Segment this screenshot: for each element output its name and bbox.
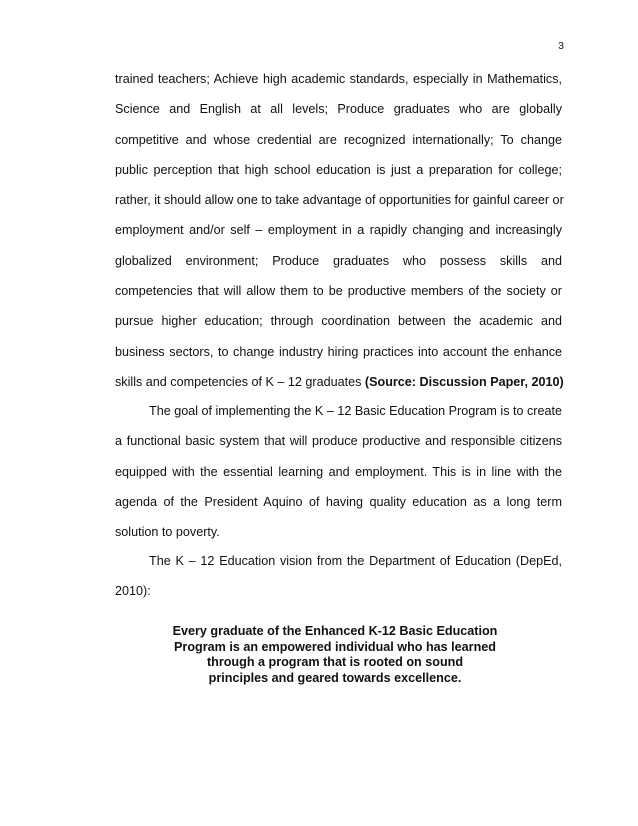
vision-quote-line: through a program that is rooted on sound [206, 655, 464, 670]
paragraph-line: solution to poverty. [115, 525, 220, 540]
paragraph-line: globalized environment; Produce graduates who possess skills and [115, 253, 562, 268]
paragraph-line: public perception that high school education is just a preparation for college; [115, 162, 562, 177]
source-citation: (Source: Discussion Paper, 2010) [364, 374, 564, 389]
paragraph-line: trained teachers; Achieve high academic standards, especially in Mathematics, [115, 72, 562, 86]
paragraph-line: competencies that will allow them to be productive members of the society or [115, 284, 562, 299]
vision-quote [150, 624, 520, 686]
paragraph-line: agenda of the President Aquino of having quality education as a long term [115, 494, 562, 509]
paragraph-line: Science and English at all levels; Produce graduates who are globally [115, 102, 562, 117]
paragraph-vision-intro [115, 546, 562, 607]
paragraph-line [115, 367, 562, 397]
paragraph-line: business sectors, to change industry hiring practices into account the enhance [115, 344, 562, 359]
page-number: 3 [558, 40, 564, 52]
paragraph-line: pursue higher education; through coordination between the academic and [115, 314, 562, 329]
paragraph-program-goal [115, 396, 562, 547]
vision-quote-line: principles and geared towards excellence. [208, 670, 462, 685]
paragraph-line: rather, it should allow one to take advantage of opportunities for gainful career or [115, 193, 564, 208]
paragraph-line: employment and/or self – employment in a rapidly changing and increasingly [115, 223, 562, 238]
paragraph-line: 2010): [115, 584, 151, 599]
paragraph-line: competitive and whose credential are recognized internationally; To change [115, 132, 562, 147]
paragraph-curriculum-goals [115, 64, 562, 397]
paragraph-line: The K – 12 Education vision from the Department of Education (DepEd, [149, 554, 562, 568]
vision-quote-line: Program is an empowered individual who has learned [174, 639, 496, 654]
paragraph-line: equipped with the essential learning and employment. This is in line with the [115, 464, 562, 479]
paragraph-line: The goal of implementing the K – 12 Basic Education Program is to create [149, 404, 563, 418]
vision-quote-line: Every graduate of the Enhanced K-12 Basic Education [172, 624, 498, 638]
paragraph-line: a functional basic system that will produce productive and responsible citizens [115, 434, 562, 449]
paragraph-line-text: skills and competencies of K – 12 graduates [115, 374, 365, 389]
